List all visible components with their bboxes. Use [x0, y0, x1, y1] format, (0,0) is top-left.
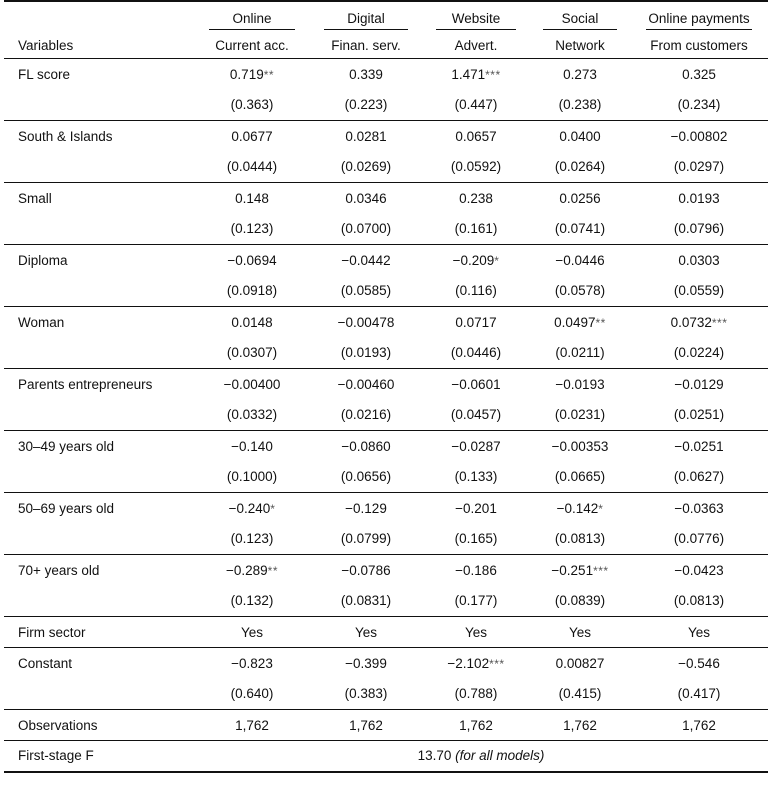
- firm-sector-cell-1: Yes: [194, 617, 310, 648]
- coefficient-row-9: [4, 555, 768, 586]
- significance-stars: **: [595, 315, 606, 330]
- std-error-cell-4: (0.0264): [554, 159, 606, 175]
- std-error-cell-3: (0.0457): [450, 407, 502, 423]
- coef-cell-4: [530, 493, 630, 524]
- std-error-row-8: [4, 524, 768, 555]
- coefficient-value: −0.0786: [341, 562, 391, 578]
- std-error-label-blank: [4, 586, 194, 617]
- coef-cell-3: [422, 648, 530, 679]
- firm-sector-cell-3: Yes: [422, 617, 530, 648]
- std-error-row-3: [4, 214, 768, 245]
- coef-cell-3: [422, 493, 530, 524]
- coefficient-value: 0.0400: [559, 128, 601, 144]
- coef-cell-5: [630, 555, 768, 586]
- firm-sector-cell-4: Yes: [530, 617, 630, 648]
- coef-cell-5: [630, 59, 768, 90]
- variables-header: Variables: [4, 32, 194, 59]
- coefficient-value: −0.0287: [451, 438, 501, 454]
- std-error-cell-3: (0.0446): [450, 345, 502, 361]
- std-error-label-blank: [4, 90, 194, 121]
- coefficient-value: −0.209: [452, 252, 495, 268]
- coefficient-value: −0.399: [345, 655, 387, 671]
- std-error-cell-5: (0.0776): [673, 531, 725, 547]
- coef-cell-1: [194, 369, 310, 400]
- coefficient-value: 0.0281: [345, 128, 387, 144]
- std-error-cell-1: (0.132): [230, 593, 274, 609]
- coefficient-value: 0.238: [459, 190, 493, 206]
- significance-stars: **: [263, 67, 275, 82]
- first-stage-note: (for all models): [455, 748, 545, 764]
- std-error-label-blank: [4, 276, 194, 307]
- firm-sector-cell-5: Yes: [630, 617, 768, 648]
- coefficient-value: 0.325: [682, 66, 716, 82]
- std-error-cell-3: (0.161): [454, 221, 498, 237]
- std-error-row-constant: [4, 679, 768, 710]
- coef-cell-2: [310, 307, 422, 338]
- coefficient-value: −0.142: [556, 500, 599, 516]
- std-error-cell-2: (0.383): [344, 686, 388, 702]
- column-header-5-bottom: From customers: [630, 32, 768, 59]
- std-error-cell-1: (0.640): [230, 686, 274, 702]
- std-error-label-blank: [4, 152, 194, 183]
- coefficient-value: −0.0251: [674, 438, 724, 454]
- coefficient-value: −0.129: [345, 500, 387, 516]
- coefficient-value: −0.186: [455, 562, 497, 578]
- first-stage-value: 13.70: [417, 748, 456, 764]
- coefficient-value: −0.0363: [674, 500, 724, 516]
- header-row-top: [4, 1, 768, 32]
- table-header: [4, 1, 768, 59]
- coef-cell-3: [422, 183, 530, 214]
- coefficient-value: 0.0303: [678, 252, 720, 268]
- coef-cell-4: [530, 431, 630, 462]
- table-body: [4, 59, 768, 772]
- std-error-cell-4: (0.415): [558, 686, 602, 702]
- coefficient-value: −0.00400: [223, 376, 281, 392]
- coefficient-value: −2.102: [447, 655, 490, 671]
- std-error-cell-2: (0.0216): [340, 407, 392, 423]
- coef-cell-4: [530, 555, 630, 586]
- coefficient-value: 0.148: [235, 190, 269, 206]
- coef-cell-2: [310, 245, 422, 276]
- coefficient-value: 0.719: [229, 66, 264, 82]
- coef-cell-4: [530, 245, 630, 276]
- firm-sector-row: [4, 617, 768, 648]
- significance-stars: ***: [711, 315, 728, 330]
- coef-cell-3: [422, 307, 530, 338]
- regression-table: [4, 0, 768, 773]
- coef-cell-1: [194, 431, 310, 462]
- coef-cell-5: [630, 307, 768, 338]
- coefficient-value: −0.251: [551, 562, 594, 578]
- coefficient-row-6: [4, 369, 768, 400]
- coef-cell-4: [530, 369, 630, 400]
- coefficient-row-4: [4, 245, 768, 276]
- coef-cell-4: [530, 121, 630, 152]
- coef-cell-1: [194, 245, 310, 276]
- coef-cell-3: [422, 431, 530, 462]
- observations-cell-3: 1,762: [422, 710, 530, 741]
- std-error-cell-4: (0.0665): [554, 469, 606, 485]
- std-error-label-blank: [4, 214, 194, 245]
- std-error-label-blank: [4, 338, 194, 369]
- header-row-bottom: [4, 32, 768, 59]
- std-error-row-7: [4, 462, 768, 493]
- coef-cell-5: [630, 183, 768, 214]
- std-error-label-blank: [4, 679, 194, 710]
- std-error-cell-4: (0.0839): [554, 593, 606, 609]
- coefficient-value: 0.0657: [455, 128, 497, 144]
- coefficient-value: 0.0148: [231, 314, 273, 330]
- coefficient-value: −0.289: [225, 562, 268, 578]
- coef-cell-4: [530, 59, 630, 90]
- std-error-cell-2: (0.0585): [340, 283, 392, 299]
- coefficient-row-2: [4, 121, 768, 152]
- std-error-label-blank: [4, 524, 194, 555]
- column-header-2-bottom: Finan. serv.: [310, 32, 422, 59]
- column-header-4-top: Social: [530, 1, 630, 32]
- variable-label: 70+ years old: [4, 555, 194, 586]
- std-error-cell-4: (0.0813): [554, 531, 606, 547]
- std-error-cell-3: (0.133): [454, 469, 498, 485]
- observations-cell-5: 1,762: [630, 710, 768, 741]
- std-error-cell-5: (0.0559): [673, 283, 725, 299]
- coefficient-value: −0.0446: [555, 252, 605, 268]
- coefficient-value: 0.273: [563, 66, 597, 82]
- std-error-cell-1: (0.363): [230, 97, 274, 113]
- coef-cell-3: [422, 245, 530, 276]
- std-error-cell-2: (0.0700): [340, 221, 392, 237]
- header-blank: [4, 1, 194, 32]
- coef-cell-1: [194, 493, 310, 524]
- std-error-cell-1: (0.123): [230, 221, 274, 237]
- column-header-3-top: Website: [422, 1, 530, 32]
- coefficient-row-1: [4, 59, 768, 90]
- coefficient-value: −0.823: [231, 655, 273, 671]
- coef-cell-3: [422, 121, 530, 152]
- std-error-cell-2: (0.0799): [340, 531, 392, 547]
- coefficient-value: −0.0694: [227, 252, 277, 268]
- column-header-1-top: Online: [194, 1, 310, 32]
- std-error-cell-2: (0.0656): [340, 469, 392, 485]
- coef-cell-4: [530, 648, 630, 679]
- coefficient-row-3: [4, 183, 768, 214]
- std-error-cell-1: (0.1000): [226, 469, 278, 485]
- firm-sector-label: Firm sector: [4, 617, 194, 648]
- variable-label: Parents entrepreneurs: [4, 369, 194, 400]
- std-error-cell-5: (0.0796): [673, 221, 725, 237]
- coef-cell-1: [194, 183, 310, 214]
- coefficient-row-7: [4, 431, 768, 462]
- coefficient-value: −0.0193: [555, 376, 605, 392]
- std-error-cell-5: (0.0251): [673, 407, 725, 423]
- std-error-row-6: [4, 400, 768, 431]
- coef-cell-2: [310, 431, 422, 462]
- std-error-cell-2: (0.0193): [340, 345, 392, 361]
- std-error-row-5: [4, 338, 768, 369]
- significance-stars: *: [598, 501, 604, 516]
- variable-label: South & Islands: [4, 121, 194, 152]
- coefficient-value: 0.0346: [345, 190, 387, 206]
- coef-cell-2: [310, 555, 422, 586]
- std-error-cell-3: (0.165): [454, 531, 498, 547]
- coef-cell-2: [310, 493, 422, 524]
- first-stage-value-cell: [194, 741, 768, 772]
- std-error-cell-5: (0.0813): [673, 593, 725, 609]
- std-error-label-blank: [4, 400, 194, 431]
- coef-cell-2: [310, 183, 422, 214]
- coef-cell-1: [194, 648, 310, 679]
- std-error-cell-3: (0.788): [454, 686, 498, 702]
- coef-cell-2: [310, 59, 422, 90]
- coefficient-value: 0.0677: [231, 128, 273, 144]
- std-error-cell-1: (0.123): [230, 531, 274, 547]
- coefficient-value: −0.140: [231, 438, 273, 454]
- coefficient-value: −0.0129: [674, 376, 724, 392]
- coefficient-value: 0.0256: [559, 190, 601, 206]
- observations-cell-2: 1,762: [310, 710, 422, 741]
- observations-cell-4: 1,762: [530, 710, 630, 741]
- column-header-3-bottom: Advert.: [422, 32, 530, 59]
- coefficient-value: −0.0442: [341, 252, 391, 268]
- coef-cell-1: [194, 555, 310, 586]
- std-error-row-4: [4, 276, 768, 307]
- coef-cell-5: [630, 648, 768, 679]
- coefficient-value: 0.0732: [670, 314, 712, 330]
- coefficient-row-8: [4, 493, 768, 524]
- std-error-cell-1: (0.0307): [226, 345, 278, 361]
- std-error-cell-1: (0.0332): [226, 407, 278, 423]
- std-error-cell-4: (0.0741): [554, 221, 606, 237]
- std-error-cell-4: (0.238): [558, 97, 602, 113]
- coef-cell-2: [310, 121, 422, 152]
- coef-cell-4: [530, 183, 630, 214]
- std-error-label-blank: [4, 462, 194, 493]
- significance-stars: **: [267, 563, 278, 578]
- std-error-cell-5: (0.0224): [673, 345, 725, 361]
- significance-stars: ***: [485, 67, 501, 82]
- significance-stars: *: [494, 253, 500, 268]
- observations-cell-1: 1,762: [194, 710, 310, 741]
- coefficient-value: −0.0601: [451, 376, 501, 392]
- coefficient-value: −0.00478: [337, 314, 395, 330]
- variable-label: 30–49 years old: [4, 431, 194, 462]
- std-error-cell-5: (0.417): [677, 686, 721, 702]
- column-header-2-top: Digital: [310, 1, 422, 32]
- observations-row: [4, 710, 768, 741]
- coef-cell-5: [630, 369, 768, 400]
- coef-cell-3: [422, 555, 530, 586]
- variable-label: Diploma: [4, 245, 194, 276]
- coefficient-row-5: [4, 307, 768, 338]
- significance-stars: ***: [489, 656, 505, 671]
- coefficient-row-constant: [4, 648, 768, 679]
- std-error-cell-5: (0.0297): [673, 159, 725, 175]
- coefficient-value: −0.240: [228, 500, 271, 516]
- significance-stars: *: [270, 501, 276, 516]
- coefficient-value: 1.471: [451, 66, 486, 82]
- std-error-cell-5: (0.0627): [673, 469, 725, 485]
- variable-label: Constant: [4, 648, 194, 679]
- coef-cell-5: [630, 121, 768, 152]
- std-error-row-9: [4, 586, 768, 617]
- coefficient-value: −0.546: [678, 655, 720, 671]
- coef-cell-1: [194, 59, 310, 90]
- coef-cell-2: [310, 369, 422, 400]
- std-error-cell-2: (0.223): [344, 97, 388, 113]
- coefficient-value: −0.00460: [337, 376, 395, 392]
- coef-cell-4: [530, 307, 630, 338]
- coefficient-value: 0.0717: [455, 314, 497, 330]
- observations-label: Observations: [4, 710, 194, 741]
- variable-label: Small: [4, 183, 194, 214]
- coefficient-value: −0.201: [455, 500, 497, 516]
- std-error-cell-3: (0.0592): [450, 159, 502, 175]
- coefficient-value: 0.0497: [554, 314, 596, 330]
- coefficient-value: −0.0860: [341, 438, 391, 454]
- coefficient-value: 0.00827: [555, 655, 605, 671]
- variable-label: 50–69 years old: [4, 493, 194, 524]
- coefficient-value: −0.0423: [674, 562, 724, 578]
- std-error-row-2: [4, 152, 768, 183]
- std-error-cell-3: (0.116): [455, 283, 497, 299]
- coef-cell-1: [194, 307, 310, 338]
- std-error-cell-2: (0.0269): [340, 159, 392, 175]
- std-error-cell-2: (0.0831): [340, 593, 392, 609]
- coef-cell-1: [194, 121, 310, 152]
- first-stage-row: [4, 741, 768, 772]
- significance-stars: ***: [593, 563, 609, 578]
- std-error-cell-4: (0.0211): [555, 345, 605, 361]
- column-header-5-top: Online payments: [630, 1, 768, 32]
- firm-sector-cell-2: Yes: [310, 617, 422, 648]
- column-header-1-bottom: Current acc.: [194, 32, 310, 59]
- coefficient-value: −0.00353: [551, 438, 609, 454]
- coefficient-value: 0.339: [349, 66, 383, 82]
- coefficient-value: −0.00802: [670, 128, 728, 144]
- variable-label: FL score: [18, 66, 71, 82]
- first-stage-label: First-stage F: [4, 741, 194, 772]
- std-error-cell-1: (0.0444): [226, 159, 278, 175]
- std-error-cell-3: (0.177): [454, 593, 498, 609]
- coef-cell-5: [630, 493, 768, 524]
- coef-cell-2: [310, 648, 422, 679]
- coef-cell-3: [422, 59, 530, 90]
- std-error-cell-5: (0.234): [677, 97, 721, 113]
- std-error-cell-1: (0.0918): [226, 283, 278, 299]
- coef-cell-5: [630, 245, 768, 276]
- std-error-cell-3: (0.447): [454, 97, 498, 113]
- coef-cell-3: [422, 369, 530, 400]
- std-error-cell-4: (0.0578): [554, 283, 606, 299]
- coef-cell-5: [630, 431, 768, 462]
- coefficient-value: 0.0193: [678, 190, 720, 206]
- column-header-4-bottom: Network: [530, 32, 630, 59]
- std-error-cell-4: (0.0231): [554, 407, 606, 423]
- variable-label: Woman: [4, 307, 194, 338]
- std-error-row-1: [4, 90, 768, 121]
